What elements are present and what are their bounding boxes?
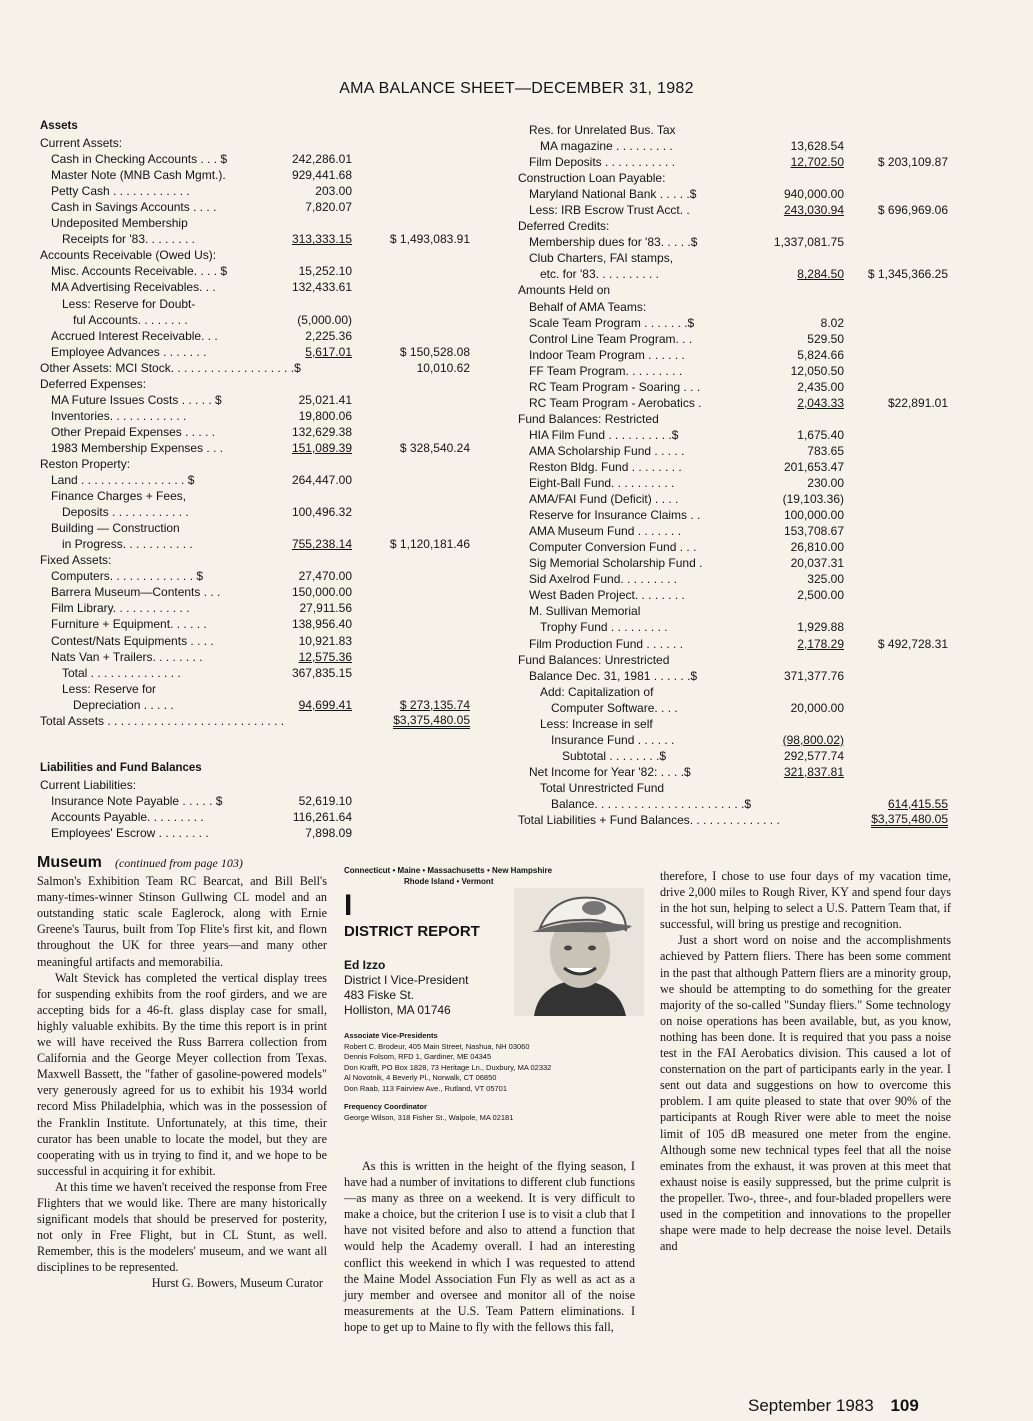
row-amount: 132,629.38 [291, 424, 352, 439]
row-label: Membership dues for '83. . . . .$ [529, 235, 698, 250]
row-amount: 1,337,081.75 [773, 235, 844, 250]
row-label: AMA Scholarship Fund . . . . . [529, 443, 685, 458]
row-label: 1983 Membership Expenses . . . [51, 440, 224, 455]
balance-row [40, 200, 480, 216]
row-amount: 20,000.00 [790, 700, 844, 715]
row-label: Master Note (MNB Cash Mgmt.). [51, 168, 226, 183]
balance-row [40, 329, 480, 345]
row-amount: 367,835.15 [291, 665, 352, 680]
row-amount: 264,447.00 [291, 473, 352, 488]
balance-row [518, 476, 958, 492]
row-label: Computers. . . . . . . . . . . . . $ [51, 569, 204, 584]
museum-heading: Museum [37, 854, 102, 871]
row-label: Computer Conversion Fund . . . [529, 540, 697, 555]
museum-continued: (continued from page 103) [114, 856, 243, 870]
row-amount: 27,470.00 [298, 569, 352, 584]
row-amount: 153,708.67 [783, 524, 844, 539]
balance-row [518, 300, 958, 316]
balance-row [518, 139, 958, 155]
row-label: Finance Charges + Fees, [51, 489, 187, 504]
row-label: Depreciation . . . . . [73, 697, 174, 712]
balance-row [518, 348, 958, 364]
row-label: Net Income for Year '82: . . . .$ [529, 764, 691, 779]
row-label: Deferred Expenses: [40, 376, 147, 391]
row-total: $3,375,480.05 [871, 812, 948, 827]
row-label: Other Assets: MCI Stock. . . . . . . . . . . . . . . . . . .$ [40, 360, 301, 375]
balance-row [518, 524, 958, 540]
row-label: Less: Reserve for Doubt- [62, 296, 196, 311]
row-label: Employee Advances . . . . . . . [51, 344, 207, 359]
row-label: Trophy Fund . . . . . . . . . [540, 620, 668, 635]
issue-date: September 1983 [748, 1396, 874, 1415]
balance-row [40, 569, 480, 585]
row-label: Fund Balances: Restricted [518, 411, 659, 426]
row-label: Maryland National Bank . . . . .$ [529, 187, 697, 202]
balance-row [40, 216, 480, 232]
row-label: Film Production Fund . . . . . . [529, 636, 684, 651]
row-label: Scale Team Program . . . . . . .$ [529, 315, 695, 330]
assoc-item: Dennis Folsom, RFD 1, Gardiner, ME 04345 [344, 1052, 492, 1061]
museum-paragraph: At this time we haven't received the response from Free Flighters that we would like. There are many historically significant models that should be preserved for posterity, not only in Free Flight, but in CL Stunt, as well. Remember, this is the modelers' museum, and we want all disciplines to be represented. [37, 1179, 327, 1275]
row-label: Furniture + Equipment. . . . . . [51, 617, 207, 632]
balance-row [40, 377, 480, 393]
district-vp-name: Ed Izzo [344, 958, 386, 972]
row-amount: 783.65 [807, 443, 844, 458]
balance-row [40, 585, 480, 601]
balance-row [40, 537, 480, 553]
balance-row [40, 280, 480, 296]
row-amount: 313,333.15 [291, 232, 352, 247]
row-label: Reston Bldg. Fund . . . . . . . . [529, 459, 682, 474]
row-label: Fund Balances: Unrestricted [518, 652, 670, 667]
row-amount: 2,043.33 [797, 395, 844, 410]
assoc-heading: Associate Vice-Presidents [344, 1031, 438, 1040]
district-body-paragraph: As this is written in the height of the flying season, I have had a number of invitations to different club functions—as many as three on a weekend. It is very difficult to make a choice, but the criterion I use is to visit a club that I have not visited before and also to attend a function that would help the Academy overall. I had an interesting conflict this weekend in which I was requested to attend the Maine Model Association Fun Fly as well as act as a jury member and oversee and monitor all of the noise measurements at the U.S. Team Pattern eliminations. I hope to get up to Maine to fly with the fellows this fall, [344, 1159, 635, 1334]
balance-row [40, 441, 480, 457]
row-label: Receipts for '83. . . . . . . . [62, 232, 196, 247]
row-amount: 12,702.50 [790, 155, 844, 170]
balance-row [40, 409, 480, 425]
row-label: Assets [40, 120, 78, 132]
balance-row [518, 813, 958, 829]
row-label: Total Liabilities + Fund Balances. . . . . . . . . . . . . . [518, 813, 780, 828]
row-label: Less: Reserve for [62, 681, 157, 696]
row-amount: 2,225.36 [305, 328, 352, 343]
row-label: Accrued Interest Receivable. . . [51, 328, 218, 343]
balance-row [40, 457, 480, 473]
museum-signature: Hurst G. Bowers, Museum Curator [151, 1276, 323, 1291]
row-amount: 940,000.00 [783, 187, 844, 202]
district-states: Rhode Island • Vermont [404, 876, 494, 886]
row-amount: 100,000.00 [783, 508, 844, 523]
balance-row [518, 396, 958, 412]
row-amount: 5,824.66 [797, 347, 844, 362]
row-label: Reserve for Insurance Claims . . [529, 508, 701, 523]
balance-row [40, 666, 480, 682]
row-amount: 26,810.00 [790, 540, 844, 555]
balance-row [518, 765, 958, 781]
row-total: $ 328,540.24 [399, 440, 470, 455]
balance-row [40, 425, 480, 441]
balance-row [518, 444, 958, 460]
row-label: Cash in Checking Accounts . . . $ [51, 152, 228, 167]
row-amount: 138,956.40 [291, 617, 352, 632]
balance-row [518, 428, 958, 444]
district-vp-role: District I Vice-President [344, 973, 469, 987]
row-label: Add: Capitalization of [540, 684, 654, 699]
row-label: Total . . . . . . . . . . . . . . [62, 665, 181, 680]
row-amount: 292,577.74 [783, 748, 844, 763]
row-label: Contest/Nats Equipments . . . . [51, 633, 214, 648]
row-label: Less: IRB Escrow Trust Acct. . [529, 203, 690, 218]
row-label: Subtotal . . . . . . . .$ [562, 748, 667, 763]
row-total: 10,010.62 [416, 360, 470, 375]
row-amount: 2,435.00 [797, 379, 844, 394]
row-amount: 116,261.64 [292, 810, 352, 825]
row-label: Sig Memorial Scholarship Fund . [529, 556, 703, 571]
row-label: Amounts Held on [518, 283, 611, 298]
balance-row [518, 653, 958, 669]
row-total: $ 150,528.08 [399, 344, 470, 359]
balance-row [518, 588, 958, 604]
row-amount: 8,284.50 [797, 267, 844, 282]
balance-row [40, 473, 480, 489]
row-total: $3,375,480.05 [393, 712, 470, 727]
balance-row [40, 136, 480, 152]
balance-row [518, 251, 958, 267]
row-label: ful Accounts. . . . . . . . [73, 312, 188, 327]
page-number: 109 [890, 1396, 919, 1415]
row-label: Accounts Receivable (Owed Us): [40, 248, 217, 263]
balance-row [518, 556, 958, 572]
portrait-photo [514, 888, 644, 1016]
balance-row [40, 168, 480, 184]
row-label: RC Team Program - Aerobatics . [529, 395, 702, 410]
row-label: AMA Museum Fund . . . . . . . [529, 524, 682, 539]
balance-row [518, 572, 958, 588]
balance-row [40, 248, 480, 264]
row-total: $ 696,969.06 [877, 203, 948, 218]
district-vp-street: 483 Fiske St. [344, 988, 415, 1002]
balance-row [40, 521, 480, 537]
row-label: Inventories. . . . . . . . . . . . [51, 408, 187, 423]
balance-row [518, 540, 958, 556]
museum-paragraph: Walt Stevick has completed the vertical display trees for suspending exhibits from the roof girders, and we are accepting bids for a 46-ft. glass display case for small, highly valuable exhibits. By the time this report is in print we will have received the Russ Barrera collection from California and the George Meyer collection from Texas. Maxwell Bassett, the "father of gasoline-powered models" very generously agreed for us to exhibit his 1934 world record Miss Philadelphia, which was in the possession of the Franklin Institute. Unfortunately, at this time, their curator has been unable to locate the model, but they are cooperating with us in trying to find it, and we hope to be successful in acquiring it for exhibit. [37, 970, 327, 1178]
page-title: AMA BALANCE SHEET—DECEMBER 31, 1982 [339, 80, 694, 97]
balance-row [40, 778, 480, 794]
row-label: Land . . . . . . . . . . . . . . . . $ [51, 473, 195, 488]
row-label: Building — Construction [51, 521, 180, 536]
row-label: FF Team Program. . . . . . . . . [529, 363, 683, 378]
row-amount: 15,252.10 [298, 264, 352, 279]
row-total: $22,891.01 [887, 395, 948, 410]
balance-row [518, 155, 958, 171]
row-amount: 2,178.29 [797, 636, 844, 651]
row-label: Nats Van + Trailers. . . . . . . . [51, 649, 203, 664]
balance-row [518, 123, 958, 139]
row-label: Computer Software. . . . [551, 700, 678, 715]
row-label: Petty Cash . . . . . . . . . . . . [51, 184, 190, 199]
row-label: Reston Property: [40, 456, 131, 471]
balance-row [40, 345, 480, 361]
row-amount: 203.00 [315, 184, 352, 199]
balance-row [518, 492, 958, 508]
row-label: Liabilities and Fund Balances [40, 761, 202, 774]
balance-row [518, 604, 958, 620]
balance-row [518, 316, 958, 332]
row-label: West Baden Project. . . . . . . . [529, 588, 685, 603]
balance-row [40, 634, 480, 650]
district-body [344, 1158, 635, 1335]
row-label: Deferred Credits: [518, 219, 610, 234]
row-amount: 2,500.00 [797, 588, 844, 603]
row-label: Balance. . . . . . . . . . . . . . . . . . . . . . .$ [551, 796, 752, 811]
row-total: $ 203,109.87 [877, 155, 948, 170]
row-amount: 12,575.36 [298, 649, 352, 664]
row-label: Behalf of AMA Teams: [529, 299, 647, 314]
balance-row [40, 120, 480, 136]
balance-row [518, 669, 958, 685]
row-amount: 201,653.47 [783, 459, 844, 474]
page-footer [748, 1396, 919, 1416]
balance-row [40, 489, 480, 505]
row-amount: 94,699.41 [298, 697, 352, 712]
balance-sheet-left [40, 120, 480, 842]
row-total: $ 1,493,083.91 [389, 232, 470, 247]
balance-row [40, 617, 480, 633]
row-amount: 5,617.01 [305, 344, 352, 359]
balance-row [518, 717, 958, 733]
row-label: etc. for '83. . . . . . . . . . [540, 267, 659, 282]
freq-heading: Frequency Coordinator [344, 1102, 427, 1111]
balance-row [518, 412, 958, 428]
balance-row [40, 361, 480, 377]
balance-row [518, 749, 958, 765]
balance-row [40, 264, 480, 280]
row-amount: 151,089.39 [291, 440, 352, 455]
row-amount: 230.00 [807, 476, 844, 491]
balance-row [518, 685, 958, 701]
row-label: RC Team Program - Soaring . . . [529, 379, 701, 394]
row-amount: 325.00 [807, 572, 844, 587]
row-amount: 529.50 [807, 331, 844, 346]
balance-row [40, 152, 480, 168]
assoc-item: Don Raab, 113 Fairview Ave., Rutland, VT 05701 [344, 1083, 508, 1093]
row-label: Insurance Note Payable . . . . . $ [51, 793, 223, 808]
row-amount: 132,433.61 [291, 280, 352, 295]
district-continued-paragraph: Just a short word on noise and the accomplishments achieved by Pattern fliers. There has been some comment in the past that although Pattern fliers are a minority group, we should be attempting to do something for the greater majority of the so-called "Sunday fliers." Some technology on noise operations has been available, but, as you know, nothing has been done. It is required that you pass a noise test in the FAI Aerobatics division. This caused a lot of consternation on the part of participants early in the year. I sent out data and suggestions on how to overcome this problem. I am quite pleased to state that over 90% of the participants at Rough River were able to meet the noise limit of 105 dB measured one meter from the engine. Although some new technical types feel that all the noise eminates from the exhaust, it was proven at this meet that exhaust noise is easily suppressed, but the prime culprit is the propeller. Two-, three-, and four-bladed propellers were used in the competition and innovations to the propeller shape were made to help decrease the noise level. Details and [660, 933, 951, 1254]
row-label: Current Liabilities: [40, 777, 137, 792]
balance-row [40, 313, 480, 329]
row-amount: 321,837.81 [783, 764, 844, 779]
balance-row [518, 637, 958, 653]
freq-item: George Wilson, 318 Fisher St., Walpole, MA 02181 [344, 1112, 514, 1122]
balance-row [518, 701, 958, 717]
balance-row [40, 232, 480, 248]
row-amount: 10,921.83 [298, 633, 352, 648]
balance-row [518, 187, 958, 203]
row-label: AMA/FAI Fund (Deficit) . . . . [529, 492, 679, 507]
row-amount: 755,238.14 [291, 537, 352, 552]
row-amount: 150,000.00 [291, 585, 352, 600]
row-total: $ 273,135.74 [399, 697, 470, 712]
row-label: Deposits . . . . . . . . . . . . [62, 505, 189, 520]
balance-row [518, 797, 958, 813]
balance-row [518, 235, 958, 251]
row-label: Indoor Team Program . . . . . . [529, 347, 685, 362]
balance-row [40, 505, 480, 521]
balance-row [518, 283, 958, 299]
balance-row [40, 184, 480, 200]
assoc-item: Al Novotnik, 4 Beverly Pl., Norwalk, CT 06850 [344, 1073, 497, 1082]
row-label: Control Line Team Program. . . [529, 331, 693, 346]
district-vp-city: Holliston, MA 01746 [344, 1003, 451, 1017]
row-label: Misc. Accounts Receivable. . . . $ [51, 264, 228, 279]
assoc-item: Robert C. Brodeur, 405 Main Street, Nashua, NH 03060 [344, 1041, 530, 1051]
row-total: $ 1,120,181.46 [389, 537, 470, 552]
balance-row [40, 393, 480, 409]
row-label: MA Advertising Receivables. . . [51, 280, 216, 295]
row-label: Club Charters, FAI stamps, [529, 251, 674, 266]
balance-sheet-right [518, 123, 958, 829]
balance-row [40, 714, 480, 730]
row-total: $ 492,728.31 [877, 636, 948, 651]
row-amount: 12,050.50 [790, 363, 844, 378]
row-amount: (19,103.36) [782, 492, 844, 507]
row-amount: (98,800.02) [782, 732, 844, 747]
balance-row [518, 364, 958, 380]
row-amount: 7,820.07 [305, 200, 352, 215]
row-amount: 19,800.06 [298, 408, 352, 423]
row-label: MA magazine . . . . . . . . . [540, 139, 673, 154]
district-states: Connecticut • Maine • Massachusetts • New Hampshire [344, 866, 553, 875]
balance-row [40, 794, 480, 810]
row-amount: 27,911.56 [299, 601, 352, 616]
assoc-item: Don Krafft, PO Box 1828, 73 Heritage Ln., Duxbury, MA 02332 [344, 1062, 552, 1072]
row-amount: 20,037.31 [790, 556, 844, 571]
row-total: 614,415.55 [887, 796, 948, 811]
row-amount: 371,377.76 [783, 668, 844, 683]
balance-row [518, 219, 958, 235]
row-amount: 25,021.41 [298, 392, 352, 407]
balance-row [40, 698, 480, 714]
row-label: Insurance Fund . . . . . . [551, 732, 675, 747]
balance-row [518, 508, 958, 524]
balance-row [518, 171, 958, 187]
row-label: HIA Film Fund . . . . . . . . . .$ [529, 427, 679, 442]
row-label: Film Library. . . . . . . . . . . . [51, 601, 190, 616]
row-label: Barrera Museum—Contents . . . [51, 585, 221, 600]
row-label: M. Sullivan Memorial [529, 604, 641, 619]
row-label: Res. for Unrelated Bus. Tax [529, 123, 676, 137]
row-label: Total Assets . . . . . . . . . . . . . . . . . . . . . . . . . . . [40, 713, 285, 728]
balance-row [518, 380, 958, 396]
balance-row [518, 733, 958, 749]
balance-row [518, 620, 958, 636]
row-label: MA Future Issues Costs . . . . . $ [51, 392, 222, 407]
row-amount: 52,619.10 [298, 793, 352, 808]
row-label: Total Unrestricted Fund [540, 780, 665, 795]
balance-row [40, 682, 480, 698]
balance-row [40, 297, 480, 313]
balance-row [40, 746, 480, 762]
row-label: Current Assets: [40, 136, 123, 151]
row-amount: 242,286.01 [291, 152, 352, 167]
balance-row [40, 601, 480, 617]
district-continued [660, 868, 951, 1254]
row-label: Eight-Ball Fund. . . . . . . . . . [529, 476, 675, 491]
row-amount: 100,496.32 [291, 505, 352, 520]
row-label: Construction Loan Payable: [518, 171, 666, 186]
row-amount: 1,675.40 [797, 427, 844, 442]
balance-row [40, 650, 480, 666]
row-amount: 8.02 [820, 315, 844, 330]
row-label: Balance Dec. 31, 1981 . . . . . .$ [529, 668, 698, 683]
row-amount: 7,898.09 [305, 826, 352, 841]
balance-row [518, 781, 958, 797]
row-label: Fixed Assets: [40, 553, 112, 568]
row-amount: 929,441.68 [291, 168, 352, 183]
balance-row [40, 730, 480, 746]
balance-row [40, 810, 480, 826]
row-amount: (5,000.00) [297, 312, 352, 327]
row-label: Cash in Savings Accounts . . . . [51, 200, 217, 215]
balance-row [518, 332, 958, 348]
row-label: Employees' Escrow . . . . . . . . [51, 826, 209, 841]
row-label: Accounts Payable. . . . . . . . . [51, 810, 204, 825]
row-total: $ 1,345,366.25 [867, 267, 948, 282]
row-label: Less: Increase in self [540, 716, 653, 731]
district-numeral: I [344, 889, 353, 922]
museum-article [37, 855, 327, 1292]
balance-row [40, 553, 480, 569]
balance-row [40, 762, 480, 778]
district-continued-paragraph: therefore, I chose to use four days of my vacation time, drive 2,000 miles to Rough River, KY and spend four days in the hot sun, helping to select a U.S. Pattern Team that, if successful, will bring us prestige and recognition. [660, 869, 951, 932]
balance-row [518, 203, 958, 219]
row-label: Film Deposits . . . . . . . . . . . [529, 155, 676, 170]
row-label: Sid Axelrod Fund. . . . . . . . . [529, 572, 678, 587]
row-label: Undeposited Membership [51, 216, 188, 231]
row-label: Other Prepaid Expenses . . . . . [51, 424, 216, 439]
district-title: DISTRICT REPORT [344, 923, 480, 940]
row-amount: 1,929.88 [797, 620, 844, 635]
museum-paragraph: Salmon's Exhibition Team RC Bearcat, and Bill Bell's many-times-winner Stinson Gullwing CL model and an outstanding static scale Eaglerock, along with Ernie Greene's Taurus, built from Top Flite's first kit, and flown throughout the UK for three years—and many other meaningful artifacts and memorabilia. [37, 874, 327, 969]
row-amount: 243,030.94 [783, 203, 844, 218]
row-label: in Progress. . . . . . . . . . . [62, 537, 193, 552]
balance-row [40, 826, 480, 842]
balance-row [518, 460, 958, 476]
row-amount: 13,628.54 [790, 139, 844, 154]
balance-row [518, 267, 958, 283]
